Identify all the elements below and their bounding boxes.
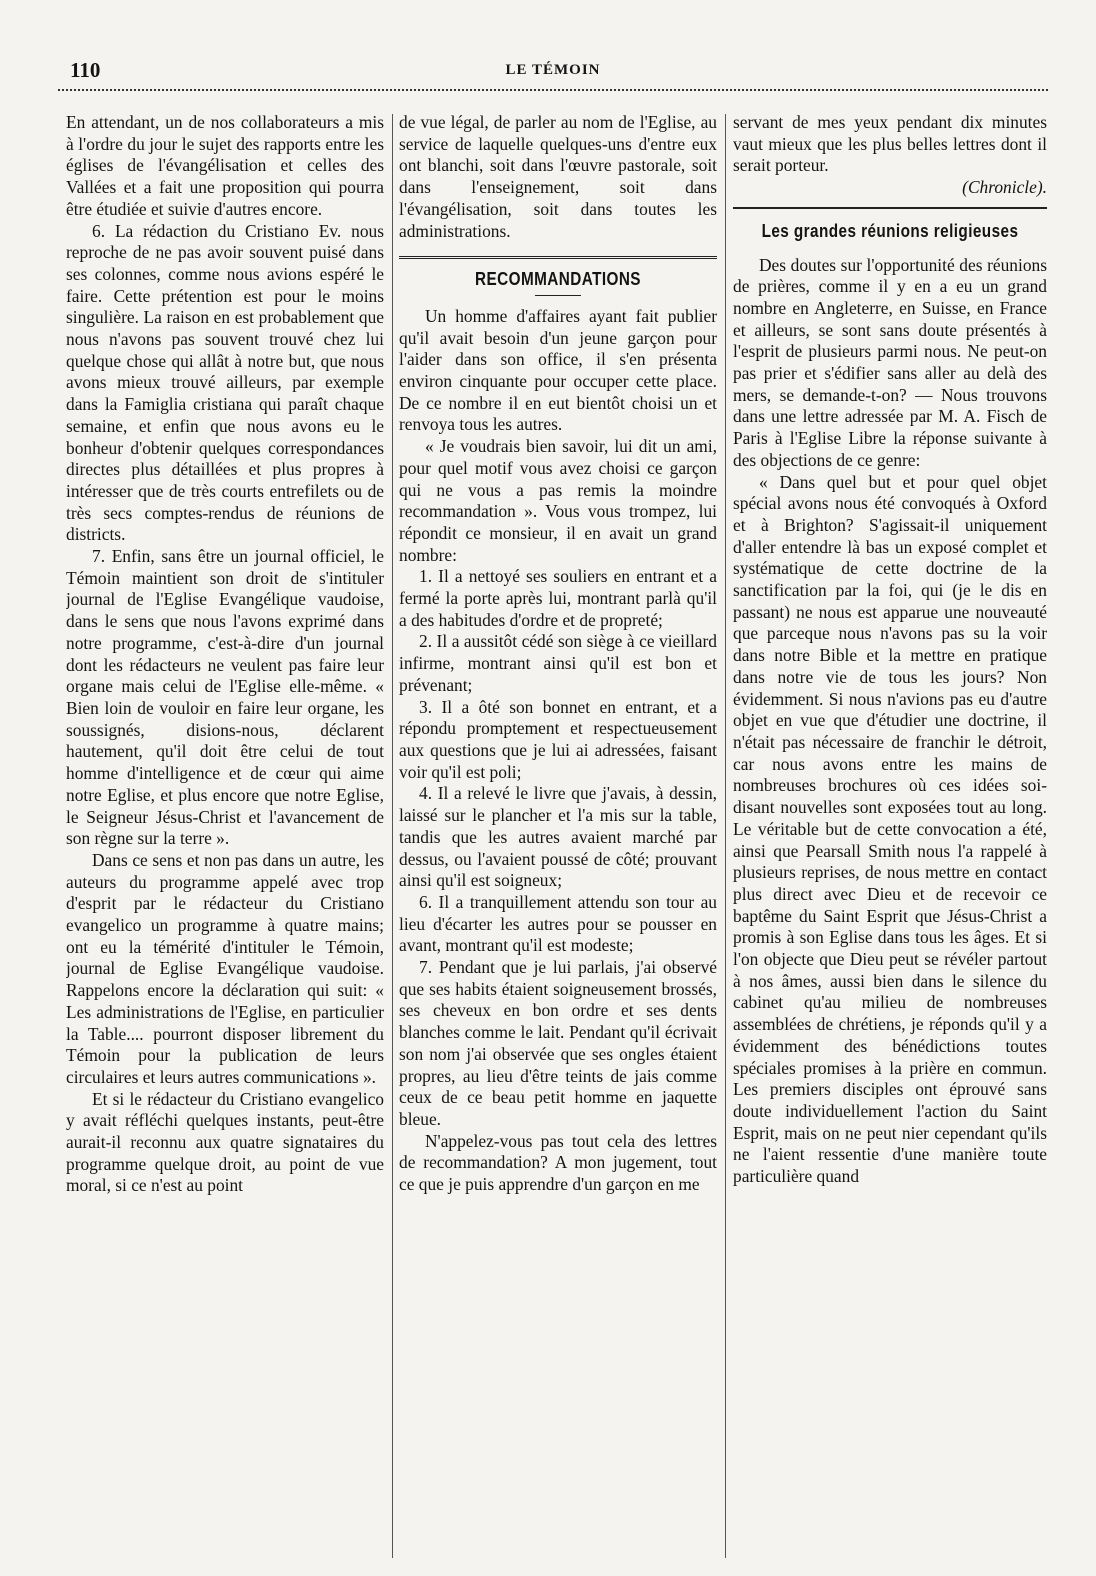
journal-title: LE TÉMOIN — [505, 62, 601, 78]
paragraph: de vue légal, de parler au nom de l'Eglise, au service de laquelle quelques-uns d'entre eux ont blanchi, soit dans l'œuvre pastorale, soit dans l'enseignement, soit dans l'évangélisation, soit dans toutes les administrations. — [399, 112, 717, 241]
paragraph: N'appelez-vous pas tout cela des lettres de recommandation? A mon jugement, tout ce que je puis apprendre d'un garçon en me — [399, 1130, 717, 1195]
section-divider — [733, 207, 1047, 209]
paragraph: Des doutes sur l'opportunité des réunions de prières, comme il y en a eu un grand nombre en Angleterre, en Suisse, en France et ailleurs, se sont sans doute présentés à l'esprit de plusieurs parmi nous. Ne peut-on pas prier et s'édifier sans aller au delà des mers, se demande-t-on? — Nous trouvons dans une lettre adressée par M. A. Fisch de Paris à l'Eglise Libre la réponse suivante à des objections de ce genre: — [733, 254, 1047, 470]
paragraph: servant de mes yeux pendant dix minutes vaut mieux que les plus belles lettres dont il serait porteur. — [733, 112, 1047, 176]
source-attribution: (Chronicle). — [962, 177, 1047, 198]
section-divider — [399, 256, 717, 259]
paragraph: 6. La rédaction du Cristiano Ev. nous reproche de ne pas avoir souvent puisé dans ses colonnes, comme nous avions espéré le faire. Cette prétention est pour le moins singulière. La raison en est probablement que nous n'avons pas souvent trouvé chez lui quelque chose qui allât à notre but, que nous avons mieux trouvé ailleurs, par exemple dans la Famiglia cristiana qui paraît chaque semaine, et enfin que nous avons eu le bonheur d'obtenir quelques correspondances directes plus détaillées et plus propres à intéresser que de très courts entrefilets ou de très secs comptes-rendus de réunions de districts. — [66, 220, 384, 545]
column-divider — [725, 114, 726, 1558]
paragraph: « Je voudrais bien savoir, lui dit un ami, pour quel motif vous avez choisi ce garçon qui ne vous a pas remis la moindre recommandation ». Vous vous trompez, lui répondit ce monsieur, il en avait un grand nombre: — [399, 436, 717, 565]
section-title: Les grandes réunions religieuses — [761, 220, 1019, 241]
column-1 — [66, 112, 384, 1558]
paragraph: En attendant, un de nos collaborateurs a mis à l'ordre du jour le sujet des rapports entre les églises de l'évangélisation et celles des Vallées et a fait une proposition qui pourra être étudiée et suivie d'autres encore. — [66, 112, 384, 219]
list-item: 7. Pendant que je lui parlais, j'ai observé que ses habits étaient soigneusement brossés, ses cheveux en bon ordre et ses dents blanches comme le lait. Pendant qu'il écrivait son nom j'ai observée que ses ongles étaient propres, au lieu d'être teints de jais comme ceux de ce beau petit homme en jaquette bleue. — [399, 957, 717, 1129]
paragraph: 7. Enfin, sans être un journal officiel, le Témoin maintient son droit de s'intituler journal de l'Eglise Evangélique vaudoise, dans le sens que nous l'avons exprimé dans notre programme, c'est-à-dire d'un journal dont les rédacteurs ne veulent pas faire leur organe mais celui de l'Eglise elle-même. « Bien loin de vouloir en faire leur organe, les soussignés, disions-nous, déclarent hautement, qu'il doit être celui de tout homme d'intelligence et de cœur qui aime notre Eglise, et plus encore que notre Eglise, le Seigneur Jésus-Christ et l'avancement de son règne sur la terre ». — [66, 546, 384, 849]
list-item: 6. Il a tranquillement attendu son tour au lieu d'écarter les autres pour se pousser en avant, montrant qu'il est modeste; — [399, 891, 717, 956]
spacer — [733, 245, 1047, 255]
paragraph: « Dans quel but et pour quel objet spécial avons nous été convoqués à Oxford et à Brighton? S'agissait-il uniquement d'aller entendre là bas un exposé complet et systématique de cette doctrine de la sanctification par la foi, qui (je le dis en passant) ne nous est apparue une nouveauté que parceque nous n'avons pas su la voir dans notre Bible et la mettre en pratique dans notre vie de tous les jours? Non évidemment. Si nous n'avions pas eu d'autre objet en vue que d'étudier une doctrine, il n'était pas nécessaire de franchir le détroit, car nous avons entre les mains de nombreuses brochures où ces idées soi-disant nouvelles sont exposées tout au long. Le véritable but de cette convocation a été, ainsi que Pearsall Smith nous l'a rappelé à plusieurs reprises, de nous mettre en contact plus direct avec Dieu et de recevoir ce baptême du Saint Esprit que Jésus-Christ a promis à son Eglise dans tous les âges. Et si l'on objecte que Dieu peut se révéler partout à nos âmes, aussi bien dans le silence du cabinet qu'au milieu de nombreuses assemblées de chrétiens, je réponds qu'il y a évidemment des bénédictions toutes spéciales promises à la prière en commun. Les premiers disciples ont éprouvé sans doute individuellement l'action du Saint Esprit, mais on ne peut nier cependant qu'ils ne l'aient ressentie d'une manière toute particulière quand — [733, 471, 1047, 1187]
list-item: 2. Il a aussitôt cédé son siège à ce vieillard infirme, montrant ainsi qu'il est bon et prévenant; — [399, 631, 717, 695]
list-item: 4. Il a relevé le livre que j'avais, à dessin, laissé sur le plancher et l'a mis sur la table, tandis que les autres avaient marché par dessus, ou l'avaient poussé de côté; prouvant ainsi qu'il est soigneux; — [399, 783, 717, 891]
paragraph: Et si le rédacteur du Cristiano evangelico y avait réfléchi quelques instants, peut-être aurait-il reconnu aux quatre signataires du programme quelque droit, au point de vue moral, si ce n'est au point — [66, 1088, 384, 1196]
section-title: RECOMMANDATIONS — [475, 269, 641, 290]
page-number: 110 — [70, 58, 101, 82]
column-divider — [392, 114, 393, 1558]
title-dash — [535, 295, 581, 296]
paragraph: Un homme d'affaires ayant fait publier qu'il avait besoin d'un jeune garçon pour l'aider dans son office, il s'en présenta environ cinquante pour occuper cette place. De ce nombre il en eut bientôt choisi un et renvoya tous les autres. — [399, 305, 717, 435]
column-2 — [399, 112, 717, 1558]
header-rule — [58, 89, 1048, 91]
column-3 — [733, 112, 1047, 1558]
list-item: 3. Il a ôté son bonnet en entrant, et a répondu promptement et respectueusement aux questions que je lui ai adressées, faisant voir qu'il est poli; — [399, 696, 717, 782]
page-header — [58, 54, 1048, 84]
list-item: 1. Il a nettoyé ses souliers en entrant et a fermé la porte après lui, montrant parlà qu'il a des habitudes d'ordre et de propreté; — [399, 566, 717, 630]
paragraph: Dans ce sens et non pas dans un autre, les auteurs du programme appelé avec trop d'esprit par le rédacteur du Cristiano evangelico un programme à quatre mains; ont eu la témérité d'intituler le Témoin, journal de Eglise Evangélique vaudoise. Rappelons encore la déclaration qui suit: « Les administrations de l'Eglise, en particulier la Table.... pourront disposer librement du Témoin pour la publication de leurs circulaires et leurs autres communications ». — [66, 849, 384, 1087]
